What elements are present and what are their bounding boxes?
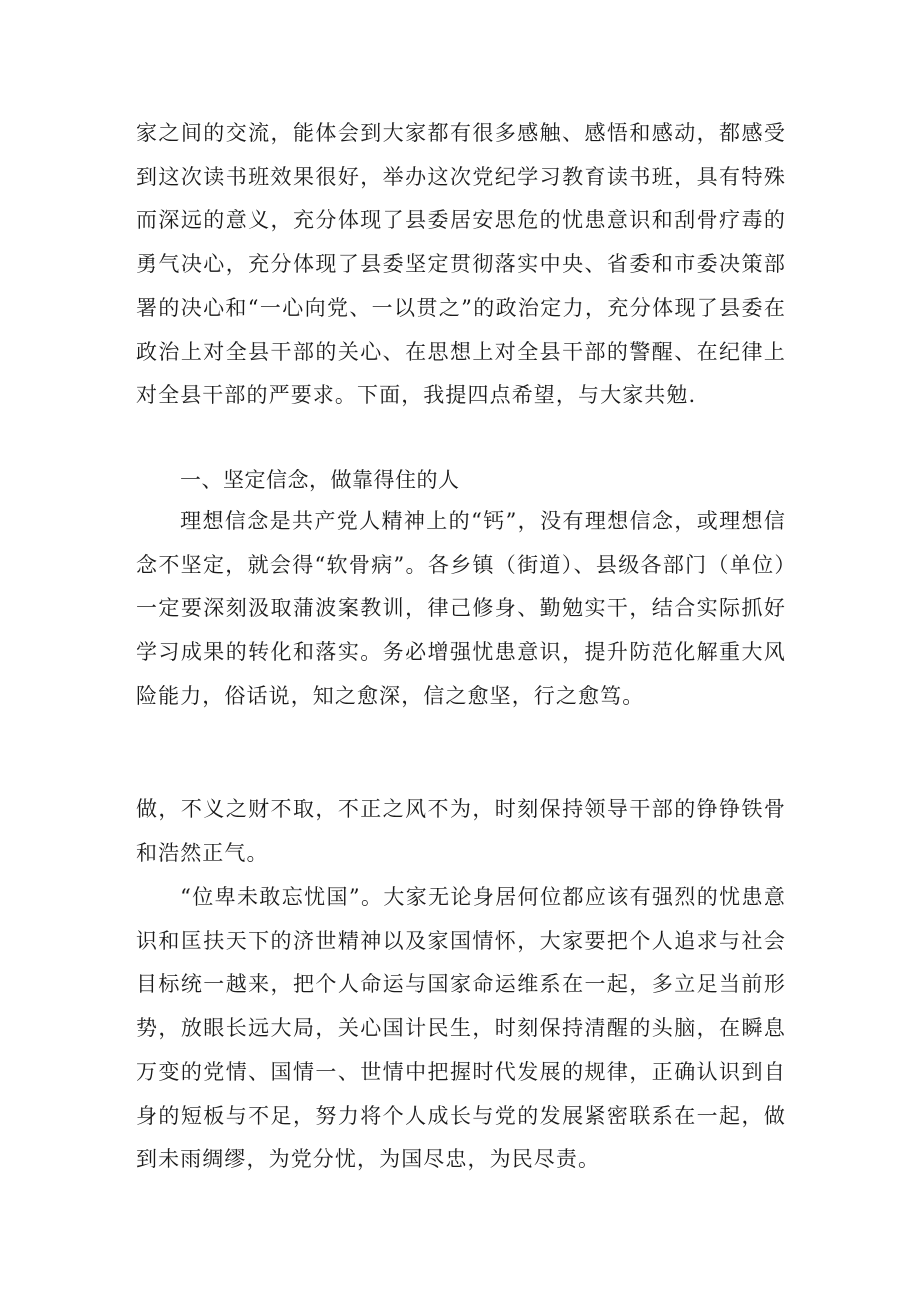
paragraph-2: 理想信念是共产党人精神上的“钙”，没有理想信念，或理想信念不坚定，就会得“软骨病”。各乡镇（街道）、县级各部门（单位）一定要深刻汲取蒲波案教训，律己修身、勤勉实干，结合实际抓好学习成果的转化和落实。务必增强忧患意识，提升防范化解重大风险能力，俗话说，知之愈深，信之愈坚，行之愈笃。 (136, 509, 786, 708)
section-heading-1: 一、坚定信念，做靠得住的人 (180, 468, 460, 492)
paragraph-3: 做，不义之财不取，不正之风不为，时刻保持领导干部的铮铮铁骨和浩然正气。 (136, 797, 786, 865)
body-text-section (136, 500, 786, 719)
paragraph-1: 家之间的交流，能体会到大家都有很多感触、感悟和感动，都感受到这次读书班效果很好，举办这次党纪学习教育读书班，具有特殊而深远的意义，充分体现了县委居安思危的忧患意识和刮骨疗毒的勇气决心，充分体现了县委坚定贯彻落实中央、省委和市委决策部署的决心和“一心向党、一以贯之”的政治定力，充分体现了县委在政治上对全县干部的关心、在思想上对全县干部的警醒、在纪律上对全县干部的严要求。下面，我提四点希望，与大家共勉. (136, 121, 786, 408)
body-text-section (136, 788, 786, 875)
body-text-section (136, 112, 786, 418)
paragraph-4: “位卑未敢忘忧国”。大家无论身居何位都应该有强烈的忧患意识和匡扶天下的济世精神以及家国情怀，大家要把个人追求与社会目标统一越来，把个人命运与国家命运维系在一起，多立足当前形势，放眼长远大局，关心国计民生，时刻保持清醒的头脑，在瞬息万变的党情、国情一、世情中把握时代发展的规律，正确认识到自身的短板与不足，努力将个人成长与党的发展紧密联系在一起，做到未雨绸缪，为党分忧，为国尽忠，为民尽责。 (136, 885, 786, 1172)
body-text-section (136, 876, 786, 1182)
